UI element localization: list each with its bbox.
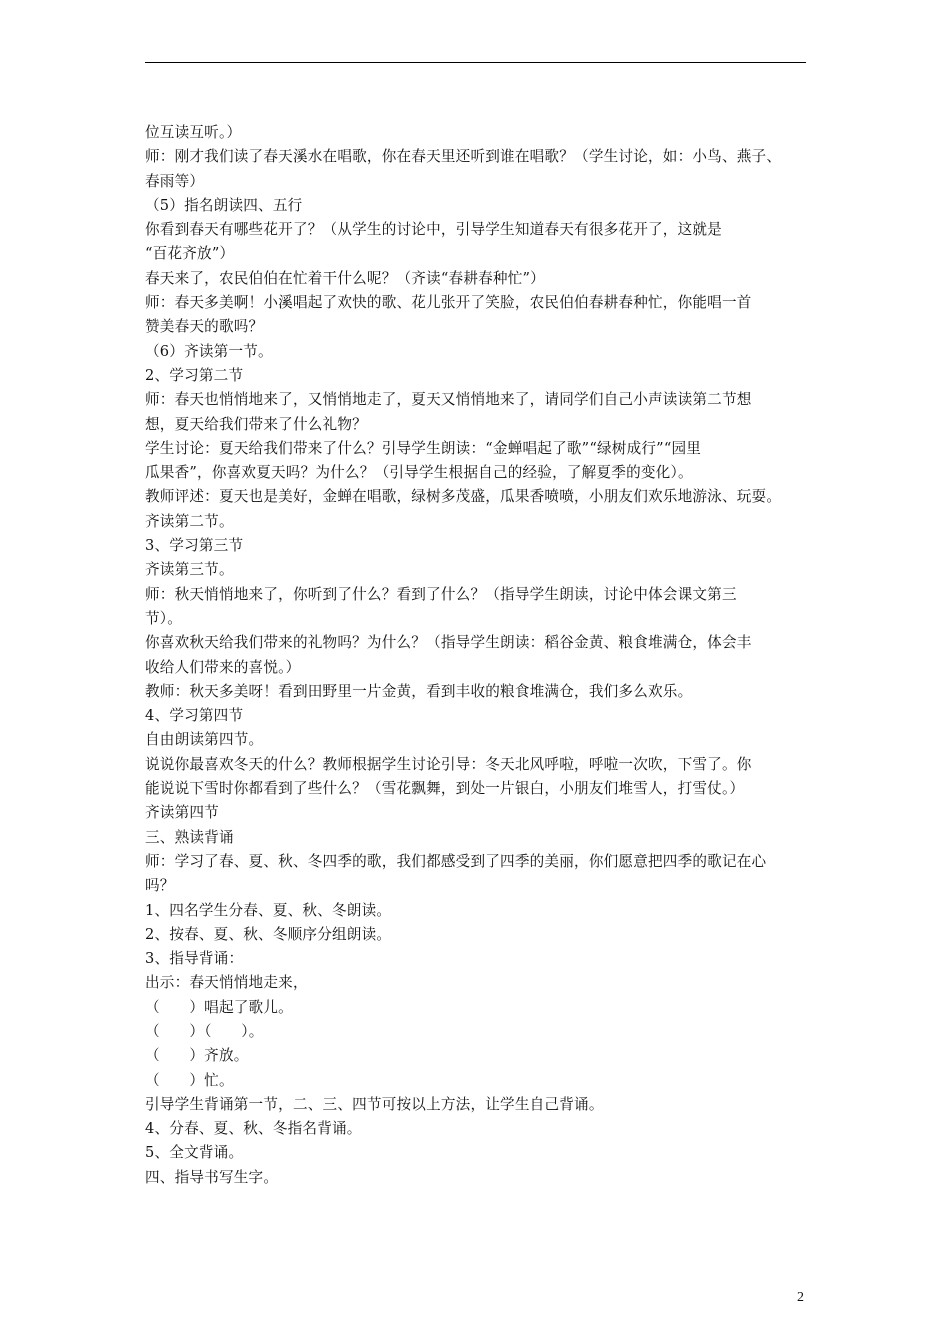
text-line: 说说你最喜欢冬天的什么？教师根据学生讨论引导：冬天北风呼啦，呼啦一次吹，下雪了。你 (145, 755, 752, 773)
text-line: （ ）忙。 (145, 1071, 234, 1089)
text-line: 自由朗读第四节。 (145, 731, 264, 749)
text-line: （ ）唱起了歌儿。 (145, 998, 293, 1016)
text-line: 三、熟读背诵 (145, 828, 234, 846)
page-number: 2 (797, 1290, 804, 1305)
text-line: （ ）齐放。 (145, 1047, 249, 1065)
text-line: （6）齐读第一节。 (145, 342, 273, 360)
text-line: 春天来了，农民伯伯在忙着干什么呢？（齐读“春耕春种忙”） (145, 269, 545, 287)
text-line: 想，夏天给我们带来了什么礼物？ (145, 415, 367, 433)
header-rule (145, 62, 806, 63)
text-line: 1、四名学生分春、夏、秋、冬朗读。 (145, 901, 392, 919)
text-line: 四、指导书写生字。 (145, 1168, 279, 1186)
text-line: 教师：秋天多美呀！看到田野里一片金黄，看到丰收的粮食堆满仓，我们多么欢乐。 (145, 682, 693, 700)
text-line: 师：春天多美啊！小溪唱起了欢快的歌、花儿张开了笑脸，农民伯伯春耕春种忙，你能唱一首 (145, 294, 752, 312)
text-line: 位互读互听。） (145, 124, 242, 141)
text-line: 4、学习第四节 (145, 707, 244, 725)
text-line: 2、按春、夏、秋、冬顺序分组朗读。 (145, 925, 392, 943)
text-line: 3、学习第三节 (145, 537, 244, 555)
text-line: “百花齐放”） (145, 245, 235, 263)
text-line: 5、全文背诵。 (145, 1144, 244, 1162)
text-line: （ ）（ ）。 (145, 1022, 264, 1040)
text-line: 3、指导背诵： (145, 950, 244, 968)
text-line: 瓜果香”，你喜欢夏天吗？为什么？（引导学生根据自己的经验，了解夏季的变化）。 (145, 464, 693, 482)
text-line: 齐读第三节。 (145, 561, 234, 579)
text-line: 4、分春、夏、秋、冬指名背诵。 (145, 1120, 362, 1138)
text-line: 吗？ (145, 877, 175, 895)
text-line: 学生讨论：夏天给我们带来了什么？引导学生朗读：“金蝉唱起了歌”“绿树成行”“园里 (145, 439, 702, 457)
text-line: 引导学生背诵第一节，二、三、四节可按以上方法，让学生自己背诵。 (145, 1095, 604, 1113)
text-line: 师：秋天悄悄地来了，你听到了什么？看到了什么？（指导学生朗读，讨论中体会课文第三 (145, 585, 737, 603)
text-line: 师：春天也悄悄地来了，又悄悄地走了，夏天又悄悄地来了，请同学们自己小声读读第二节想 (145, 391, 752, 409)
text-line: 春雨等） (145, 172, 205, 190)
text-line: （5）指名朗读四、五行 (145, 196, 303, 214)
text-line: 师：学习了春、夏、秋、冬四季的歌，我们都感受到了四季的美丽，你们愿意把四季的歌记在心 (145, 852, 767, 870)
text-line: 教师评述：夏天也是美好，金蝉在唱歌，绿树多茂盛，瓜果香喷喷，小朋友们欢乐地游泳、玩耍。 (145, 488, 782, 506)
text-line: 你看到春天有哪些花开了？（从学生的讨论中，引导学生知道春天有很多花开了，这就是 (145, 221, 722, 239)
text-line: 能说说下雪时你都看到了些什么？（雪花飘舞，到处一片银白，小朋友们堆雪人，打雪仗。） (145, 780, 745, 798)
text-line: 2、学习第二节 (145, 366, 244, 384)
text-line: 齐读第四节 (145, 804, 219, 822)
text-line: 你喜欢秋天给我们带来的礼物吗？为什么？（指导学生朗读：稻谷金黄、粮食堆满仓，体会丰 (145, 634, 752, 652)
text-line: 赞美春天的歌吗？ (145, 318, 264, 336)
text-line: 齐读第二节。 (145, 512, 234, 530)
text-line: 收给人们带来的喜悦。） (145, 658, 301, 676)
text-line: 出示：春天悄悄地走来， (145, 974, 308, 992)
text-line: 师：刚才我们读了春天溪水在唱歌，你在春天里还听到谁在唱歌？（学生讨论，如：小鸟、燕子、 (145, 148, 782, 166)
text-line: 节）。 (145, 609, 183, 627)
document-body (145, 121, 815, 1190)
